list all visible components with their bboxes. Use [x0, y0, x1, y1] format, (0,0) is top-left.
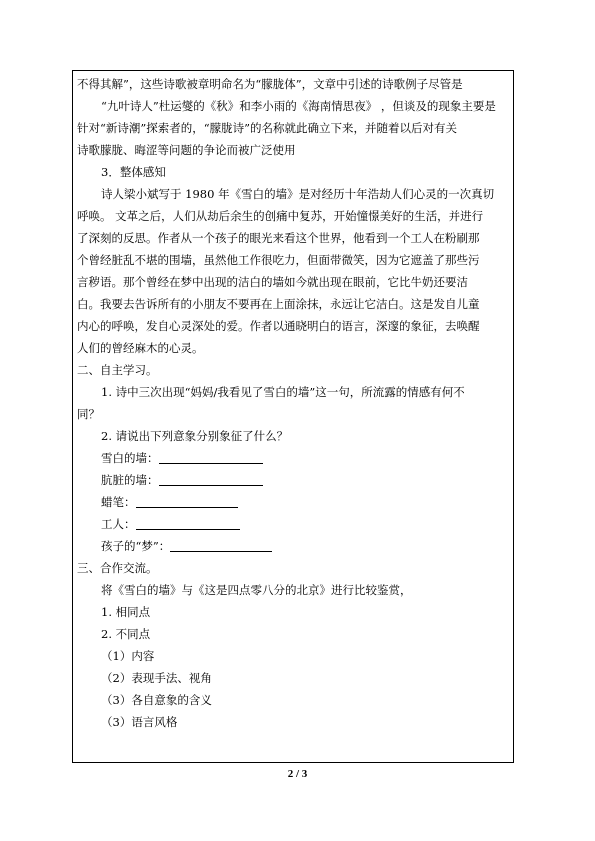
- part-heading: 二、自主学习。: [77, 363, 158, 377]
- image-answer-row: [77, 447, 511, 469]
- text-line: 白。我要去告诉所有的小朋友不要再在上面涂抹，永远让它洁白。这是发自儿童: [77, 297, 480, 311]
- image-label: 工人：: [101, 517, 136, 531]
- text-line: 诗人梁小斌写于 1980 年《雪白的墙》是对经历十年浩劫人们心灵的一次真切: [101, 187, 495, 201]
- list-item: （3）各自意象的含义: [101, 693, 212, 707]
- question-line: 同？: [77, 407, 100, 421]
- image-answer-row: [77, 535, 511, 557]
- text-line: 将《雪白的墙》与《这是四点零八分的北京》进行比较鉴赏，: [101, 583, 412, 597]
- text-line: 呼唤。 文革之后，人们从劫后余生的创痛中复苏，开始憧憬美好的生活，并进行: [77, 209, 484, 223]
- answer-blank[interactable]: [136, 494, 238, 508]
- image-label: 肮脏的墙：: [101, 473, 159, 487]
- text-line: 不得其解”，这些诗歌被章明命名为“朦胧体”，文章中引述的诗歌例子尽管是: [77, 77, 463, 91]
- page-number: 2 / 3: [287, 768, 308, 780]
- answer-blank[interactable]: [159, 450, 263, 464]
- image-answer-row: [77, 469, 511, 491]
- list-item: （2）表现手法、视角: [101, 671, 212, 685]
- image-label: 雪白的墙：: [101, 451, 159, 465]
- text-line: 内心的呼唤，发自心灵深处的爱。作者以通晓明白的语言，深邃的象征，去唤醒: [77, 319, 480, 333]
- text-line: 诗歌朦胧、晦涩等问题的争论而被广泛使用: [77, 143, 296, 157]
- list-item: （3）语言风格: [101, 715, 178, 729]
- list-item: 2. 不同点: [101, 627, 151, 641]
- answer-blank[interactable]: [170, 538, 272, 552]
- section-heading: 3．整体感知: [101, 165, 166, 179]
- text-line: 了深刻的反思。作者从一个孩子的眼光来看这个世界，他看到一个工人在粉刷那: [77, 231, 480, 245]
- answer-blank[interactable]: [159, 472, 263, 486]
- list-item: 1. 相同点: [101, 605, 151, 619]
- image-label: 孩子的“梦”：: [101, 539, 171, 553]
- image-answer-row: [77, 513, 511, 535]
- text-line: “九叶诗人”杜运燮的《秋》和李小雨的《海南情思夜》 ，但谈及的现象主要是: [101, 99, 496, 113]
- text-line: 个曾经脏乱不堪的围墙，虽然他工作很吃力，但面带微笑，因为它遮盖了那些污: [77, 253, 480, 267]
- text-line: 言秽语。那个曾经在梦中出现的洁白的墙如今就出现在眼前，它比牛奶还要洁: [77, 275, 468, 289]
- answer-blank[interactable]: [136, 516, 240, 530]
- question-line: 1. 诗中三次出现“妈妈/我看见了雪白的墙”这一句，所流露的情感有何不: [101, 385, 465, 399]
- image-answer-row: [77, 491, 511, 513]
- list-item: （1）内容: [101, 649, 155, 663]
- document-body: [77, 73, 511, 733]
- part-heading: 三、合作交流。: [77, 561, 158, 575]
- image-label: 蜡笔：: [101, 495, 136, 509]
- text-line: 人们的曾经麻木的心灵。: [77, 341, 204, 355]
- question-line: 2. 请说出下列意象分别象征了什么？: [101, 429, 289, 443]
- text-line: 针对“新诗潮”探索者的，“朦胧诗”的名称就此确立下来，并随着以后对有关: [77, 121, 458, 135]
